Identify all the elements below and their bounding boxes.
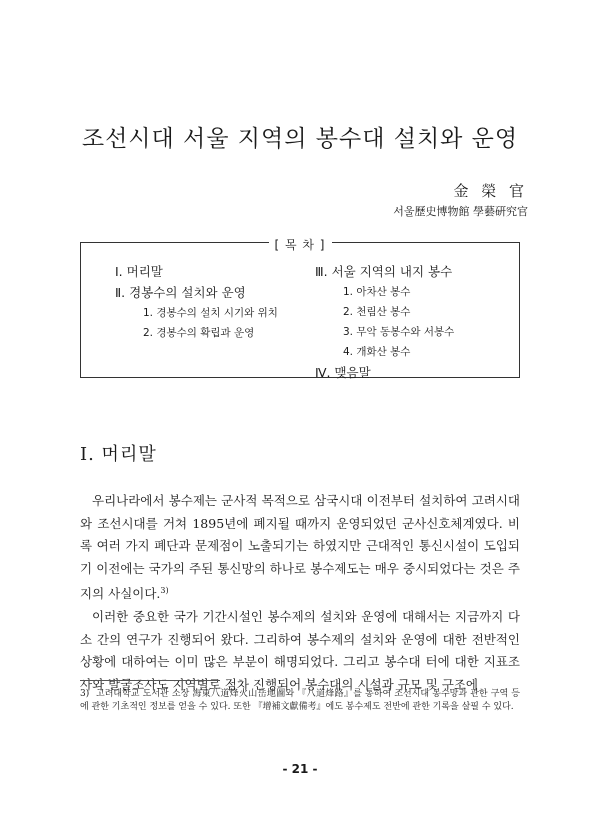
toc-item: Ⅰ. 머리말 — [115, 264, 163, 279]
toc-item: Ⅱ. 경봉수의 설치와 운영 — [115, 285, 246, 300]
toc-subitem: 2. 천림산 봉수 — [343, 306, 411, 318]
toc-item: Ⅳ. 맺음말 — [315, 365, 371, 380]
toc-subitem: 3. 무악 동봉수와 서봉수 — [343, 326, 455, 338]
toc-left-column — [115, 261, 278, 343]
paragraph-text: 이러한 중요한 국가 기간시설인 봉수제의 설치와 운영에 대해서는 지금까지 다소 간의 연구가 진행되어 왔다. 그리하여 봉수제의 설치와 운영에 대한 전반적인 상황에 대하여는 이미 많은 부분이 해명되었다. 그리고 봉수대 터에 대한 지표조사와 발굴조사도 지역별로 점차 진행되어 봉수대의 시설과 규모 및 구조에 — [80, 609, 520, 692]
footnote-mark: 3) — [80, 689, 90, 699]
paper-title: 조선시대 서울 지역의 봉수대 설치와 운영 — [81, 126, 519, 152]
paragraph — [80, 490, 520, 606]
toc-subitem: 4. 개화산 봉수 — [343, 346, 411, 358]
footnote-text: 고려대학교 도서관 소장 海東八道烽火山岳地圖와 『八道烽路』를 통하여 조선시대 봉수망과 관한 구역 등에 관한 기초적인 정보를 얻을 수 있다. 또한 『增補文獻備考』에도 봉수제도 전반에 관한 기록을 살필 수 있다. — [80, 689, 520, 712]
page-number: - 21 - — [282, 762, 318, 776]
toc-right-column — [315, 261, 454, 383]
toc-subitem: 1. 아차산 봉수 — [343, 286, 411, 298]
paragraph — [80, 606, 520, 696]
body-text — [80, 490, 520, 697]
toc-subitem: 2. 경봉수의 확립과 운영 — [143, 327, 255, 339]
toc-subitem: 1. 경봉수의 설치 시기와 위치 — [143, 307, 278, 319]
table-of-contents — [80, 238, 520, 380]
toc-heading: [ 목 차 ] — [269, 238, 332, 252]
toc-item: Ⅲ. 서울 지역의 내지 봉수 — [315, 264, 453, 279]
footnote-divider — [80, 680, 220, 681]
author-name: 金 榮 官 — [453, 182, 528, 200]
footnote — [80, 688, 520, 714]
paragraph-text: 우리나라에서 봉수제는 군사적 목적으로 삼국시대 이전부터 설치하여 고려시대와 조선시대를 거쳐 1895년에 폐지될 때까지 운영되었던 군사신호체계였다. 비록 여러 가지 폐단과 문제점이 노출되기는 하였지만 근대적인 통신시설이 도입되기 이전에는 국가의 주된 통신망의 하나로 봉수제도는 매우 중시되었다는 것은 주지의 사실이다. — [80, 493, 520, 602]
footnote-reference[interactable]: 3) — [160, 586, 169, 596]
section-heading: Ⅰ. 머리말 — [80, 444, 157, 465]
author-affiliation: 서울歷史博物館 學藝硏究官 — [393, 205, 528, 218]
